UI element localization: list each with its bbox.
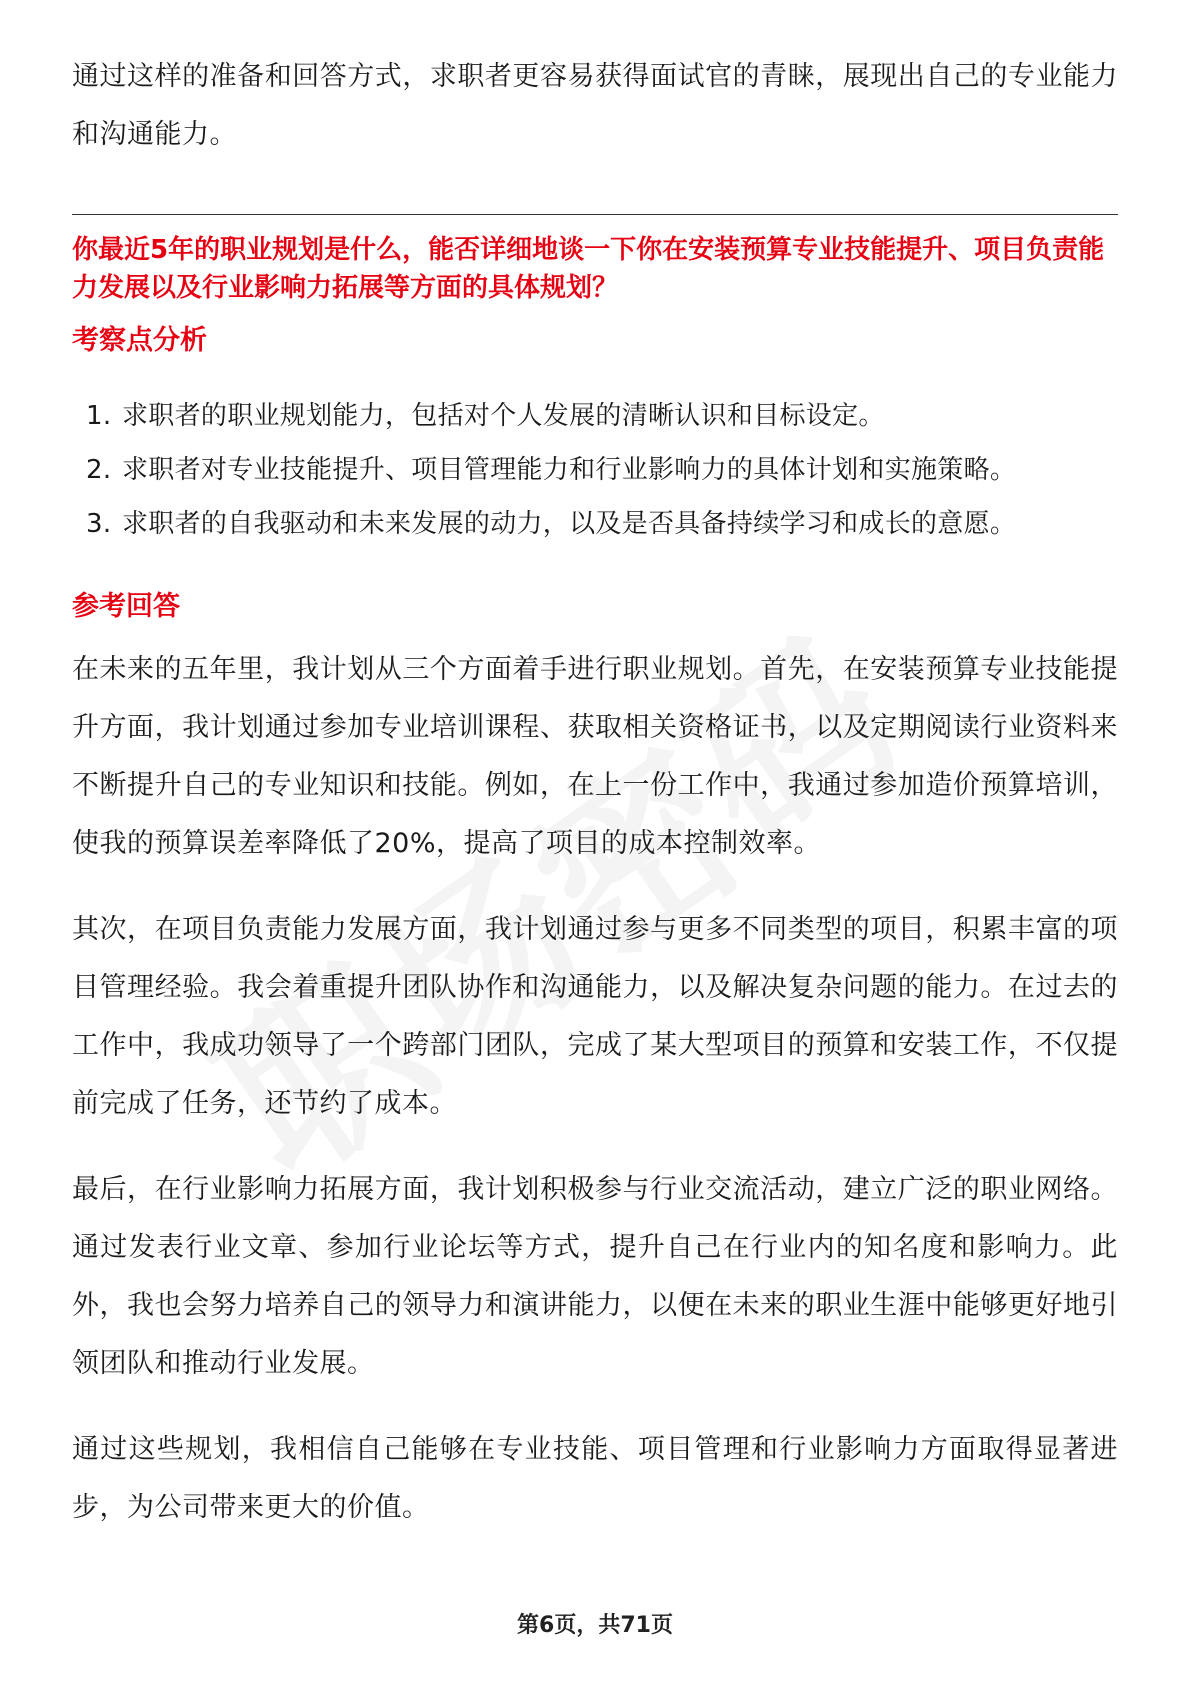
answer-paragraph: 在未来的五年里，我计划从三个方面着手进行职业规划。首先，在安装预算专业技能提升方面，我计划通过参加专业培训课程、获取相关资格证书，以及定期阅读行业资料来不断提升自己的专业知识和技能。例如，在上一份工作中，我通过参加造价预算培训，使我的预算误差率降低了20%，提高了项目的成本控制效率。 [72, 654, 1118, 859]
section-divider [72, 214, 1118, 215]
answer-heading: 参考回答 [72, 591, 180, 622]
analysis-list [72, 389, 1118, 551]
list-item-number: 1. [86, 401, 112, 431]
list-item-number: 3. [86, 509, 112, 539]
list-item-text: 求职者的自我驱动和未来发展的动力，以及是否具备持续学习和成长的意愿。 [122, 509, 1017, 539]
page-footer: 第6页，共71页 [517, 1613, 673, 1638]
page-content [72, 48, 1118, 1537]
list-item [86, 497, 1118, 551]
answer-paragraph: 最后，在行业影响力拓展方面，我计划积极参与行业交流活动，建立广泛的职业网络。通过发表行业文章、参加行业论坛等方式，提升自己在行业内的知名度和影响力。此外，我也会努力培养自己的领导力和演讲能力，以便在未来的职业生涯中能够更好地引领团队和推动行业发展。 [72, 1174, 1118, 1379]
list-item [86, 389, 1118, 443]
list-item-number: 2. [86, 455, 112, 485]
list-item [86, 443, 1118, 497]
question-heading: 你最近5年的职业规划是什么，能否详细地谈一下你在安装预算专业技能提升、项目负责能力发展以及行业影响力拓展等方面的具体规划？ [72, 235, 1105, 303]
answer-paragraph: 其次，在项目负责能力发展方面，我计划通过参与更多不同类型的项目，积累丰富的项目管理经验。我会着重提升团队协作和沟通能力，以及解决复杂问题的能力。在过去的工作中，我成功领导了一个跨部门团队，完成了某大型项目的预算和安装工作，不仅提前完成了任务，还节约了成本。 [72, 914, 1118, 1119]
analysis-heading: 考察点分析 [72, 325, 207, 356]
intro-paragraph: 通过这样的准备和回答方式，求职者更容易获得面试官的青睐，展现出自己的专业能力和沟通能力。 [72, 61, 1118, 150]
answer-paragraph: 通过这些规划，我相信自己能够在专业技能、项目管理和行业影响力方面取得显著进步，为公司带来更大的价值。 [72, 1434, 1118, 1523]
list-item-text: 求职者的职业规划能力，包括对个人发展的清晰认识和目标设定。 [122, 401, 885, 431]
list-item-text: 求职者对专业技能提升、项目管理能力和行业影响力的具体计划和实施策略。 [122, 455, 1017, 485]
